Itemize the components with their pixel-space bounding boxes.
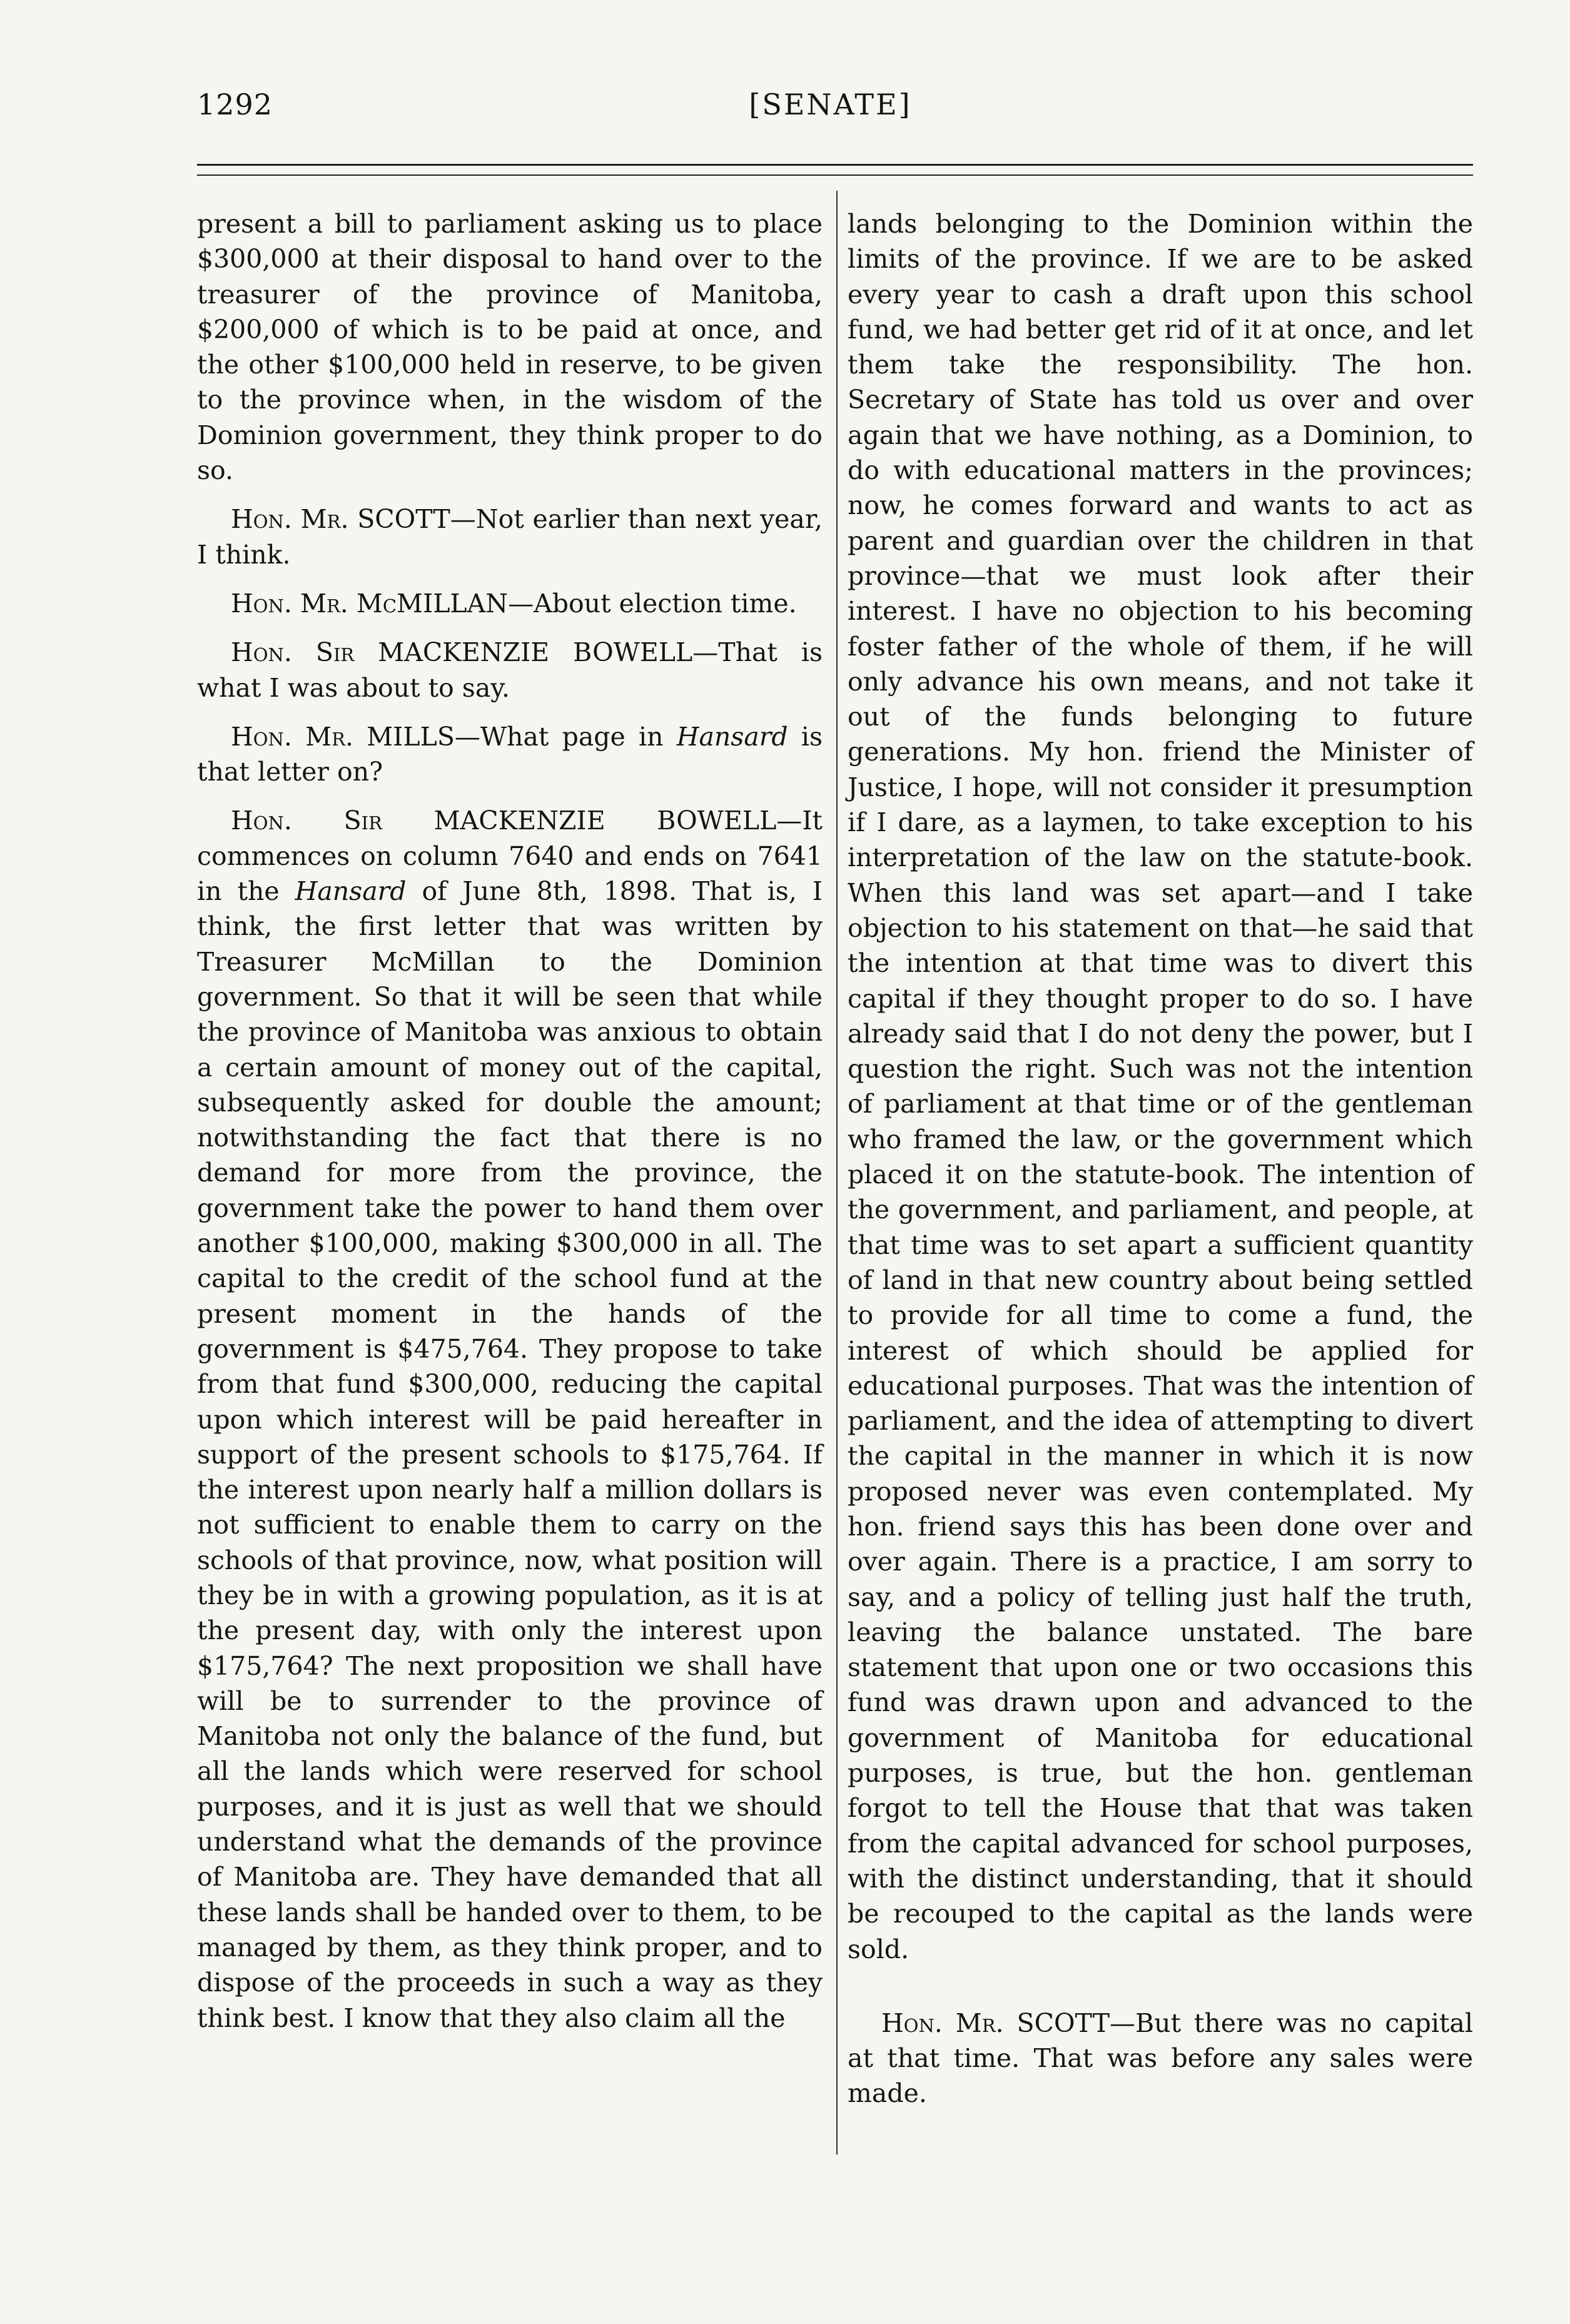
paragraph-text: lands belonging to the Dominion within the limits of the province. If we are to be asked every year to cash a draft upon this school fund, we had better get rid of it at once, and let them take the responsibility. The hon. Secretary of State has told us over and over again that we have nothing, as a Dominion, to do with educational matters in the provinces; now, he comes forward and wants to act as parent and guardian over the children in that province—that we must look after their interest. I have no objection to his becoming foster father of the whole of them, if he will only advance his own means, and not take it out of the funds belonging to future generations. My hon. friend the Minister of Justice, I hope, will not consider it presumption if I dare, as a laymen, to take exception to his interpretation of the law on the statute-book. When this land was set apart—and I take objection to his statement on that—he said that the intention at that time was to divert this capital if they thought proper to do so. I have already said that I do not deny the power, but I question the right. Such was not the intention of parliament at that time or of the gentleman who framed the law, or the government which placed it on the statute-book. The intention of the government, and parliament, and people, at that time was to set apart a sufficient quantity of land in that new country about being settled to provide for all time to come a fund, the interest of which should be applied for educational purposes. That was the intention of parliament, and the idea of attempting to divert the capital in the manner in which it is now proposed never was even contemplated. My hon. friend says this has been done over and over again. There is a practice, I am sorry to say, and a policy of telling just half the truth, leaving the balance unstated. The bare statement that upon one or two occasions this fund was drawn upon and advanced to the government of Manitoba for educational purposes, is true, but the hon. gentleman forgot to tell the House that that was taken from the capital advanced for school purposes, with the distinct understanding, that it should be recouped to the capital as the lands were sold. — [848, 209, 1473, 1964]
paragraph-text: present a bill to parliament asking us to place $300,000 at their disposal to hand over to the treasurer of the province of Manitoba, $200,000 of which is to be paid at once, and the other $100,000 held in reserve, to be given to the province when, in the wisdom of the Dominion government, they think proper to do so. — [197, 209, 823, 486]
speaker-name: Hon. Mr. MILLS— — [231, 721, 480, 752]
speaker-name: Hon. Sir MACKENZIE BOWELL— — [231, 806, 803, 836]
right-column — [848, 206, 1473, 2111]
header-rule-secondary — [197, 174, 1473, 176]
speech-text: of June 8th, 1898. That is, I think, the first letter that was written by Treasurer McMillan to the Dominion government. So that it will be seen that while the province of Manitoba was anxious to obtain a certain amount of money out of the capital, subsequently asked for double the amount; notwithstanding the fact that there is no demand for more from the province, the government take the power to hand them over another $100,000, making $300,000 in all. The capital to the credit of the school fund at the present moment in the hands of the government is $475,764. They propose to take from that fund $300,000, reducing the capital upon which interest will be paid hereafter in support of the present schools to $175,764. If the interest upon nearly half a million dollars is not sufficient to enable them to carry on the schools of that province, now, what position will they be in with a growing population, as it is at the present day, with only the interest upon $175,764? The next proposition we shall have will be to surrender to the province of Manitoba not only the balance of the fund, but all the lands which were reserved for school purposes, and it is just as well that we should understand what the demands of the province of Manitoba are. They have demanded that all these lands shall be handed over to them, to be managed by them, as they think proper, and to dispose of the proceeds in such a way as they think best. I know that they also claim all the — [197, 876, 823, 2033]
speaker-name: Hon. Mr. SCOTT— — [881, 2008, 1136, 2038]
speaker-name: Hon. Sir MACKENZIE BOWELL— — [231, 637, 719, 668]
speech-text: That is what I was about to say. — [197, 637, 823, 703]
paragraph — [848, 206, 1473, 1967]
speech-text: About election time. — [534, 588, 797, 619]
speech-paragraph — [848, 2006, 1473, 2111]
speech-text: Not earlier than next year, I think. — [197, 504, 823, 570]
page-header — [191, 88, 1470, 131]
speech-paragraph — [197, 635, 823, 705]
section-title: [SENATE] — [749, 88, 912, 121]
speech-text: What page in — [480, 721, 677, 752]
speech-text: It commences on column 7640 and ends on 7641 in the — [197, 806, 823, 907]
paragraph — [197, 206, 823, 488]
left-column — [197, 206, 823, 2036]
speech-text: is that letter on? — [197, 721, 823, 787]
speech-paragraph — [197, 719, 823, 790]
header-rule — [197, 164, 1473, 166]
speech-paragraph — [197, 803, 823, 2035]
italic-term: Hansard — [295, 876, 407, 907]
speaker-name: Hon. Mr. SCOTT— — [231, 504, 476, 535]
page-number: 1292 — [197, 88, 273, 121]
speech-paragraph — [197, 502, 823, 572]
speech-paragraph — [197, 586, 823, 621]
speech-text: But there was no capital at that time. That was before any sales were made. — [848, 2008, 1473, 2109]
column-divider — [836, 191, 838, 2155]
speaker-name: Hon. Mr. McMILLAN— — [231, 588, 534, 619]
italic-term: Hansard — [676, 721, 788, 752]
